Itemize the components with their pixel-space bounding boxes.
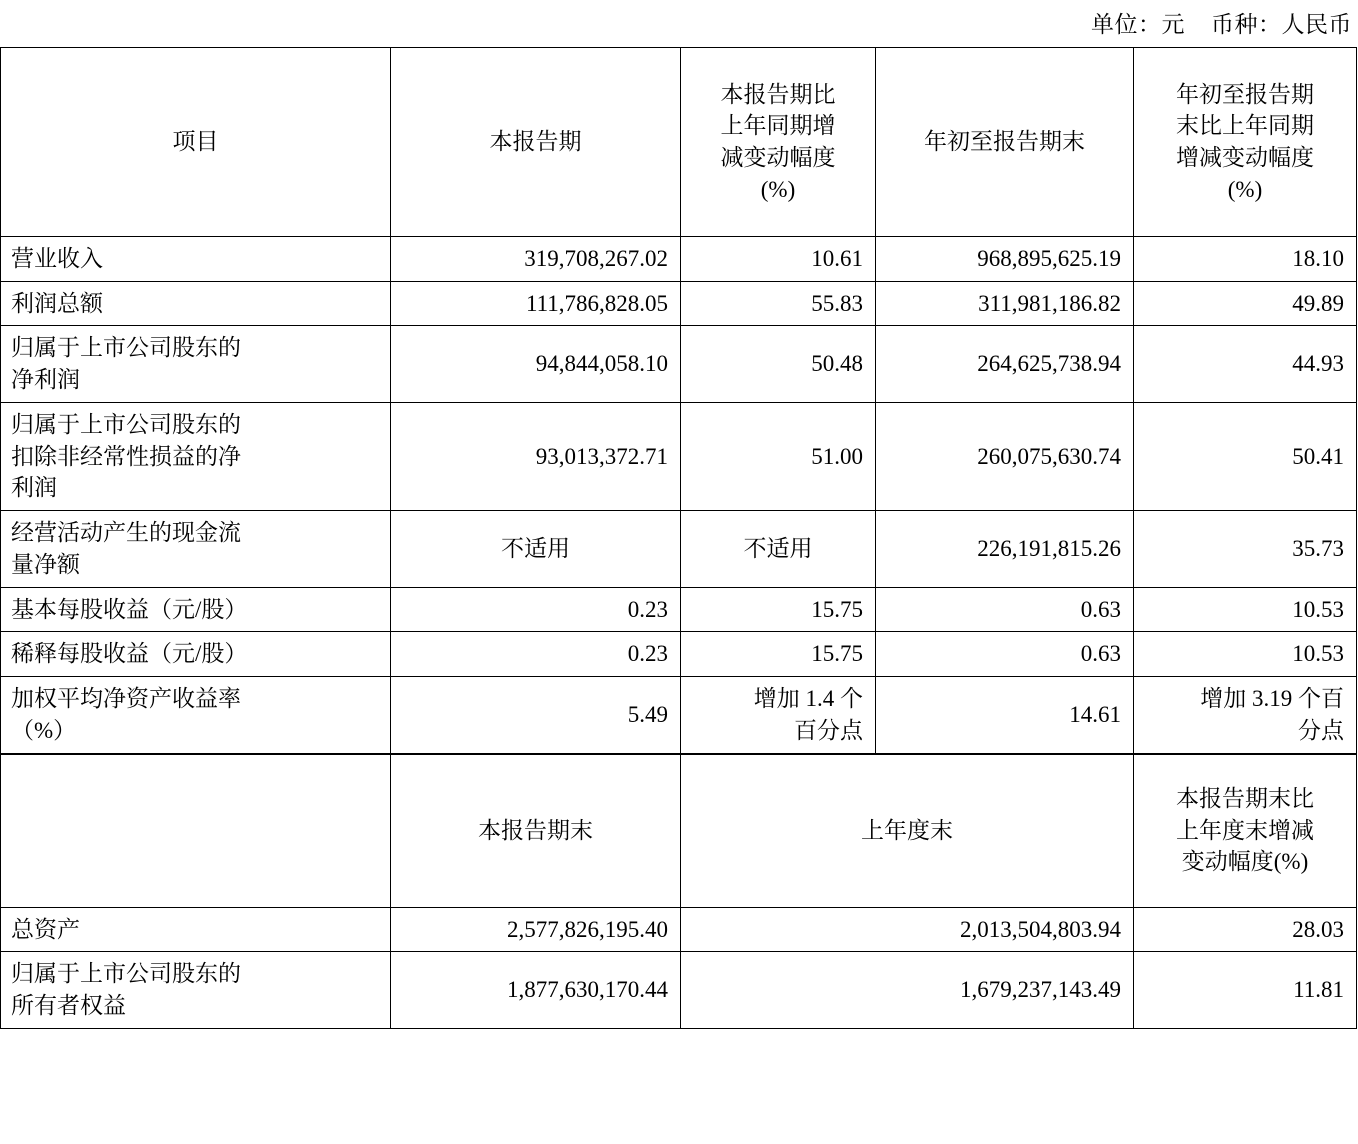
row-label — [1, 511, 391, 587]
row-value-current-change: 51.00 — [681, 402, 876, 510]
table-row — [1, 677, 1357, 753]
table-row — [1, 587, 1357, 632]
row-value-ytd: 264,625,738.94 — [876, 326, 1134, 402]
row-value-ytd-change — [1134, 677, 1357, 753]
col-header-item: 项目 — [1, 48, 391, 237]
row-label — [1, 677, 391, 753]
label-line: 净利润 — [11, 367, 80, 393]
row-value-current: 0.23 — [391, 632, 681, 677]
label-line: 扣除非经常性损益的净 — [11, 443, 241, 469]
row-value-ytd: 260,075,630.74 — [876, 402, 1134, 510]
row-value-current-change: 15.75 — [681, 632, 876, 677]
header-line: 增减变动幅度 — [1176, 145, 1314, 170]
row-value-ytd-change: 44.93 — [1134, 326, 1357, 402]
key-financial-indicators-table — [0, 47, 1357, 754]
table-row — [1, 326, 1357, 402]
header-line: (%) — [760, 176, 796, 202]
row-value-ytd-change: 50.41 — [1134, 402, 1357, 510]
value-line: 增加 3.19 个百 — [1200, 686, 1344, 712]
table-row — [1, 281, 1357, 326]
row-value-prior-year-end: 1,679,237,143.49 — [681, 952, 1134, 1028]
table-row — [1, 402, 1357, 510]
row-label — [1, 326, 391, 402]
label-line: 量净额 — [11, 551, 80, 577]
header-line: 本报告期比 — [720, 81, 836, 107]
col-header-blank — [1, 754, 391, 907]
row-value-current: 93,013,372.71 — [391, 402, 681, 510]
row-label: 营业收入 — [1, 237, 391, 282]
table-row — [1, 632, 1357, 677]
col-header-current-period: 本报告期 — [391, 48, 681, 237]
row-value-current-change — [681, 677, 876, 753]
row-value-current-change: 不适用 — [681, 511, 876, 587]
row-value-ytd-change: 49.89 — [1134, 281, 1357, 326]
row-value-ytd-change: 35.73 — [1134, 511, 1357, 587]
row-value-current-change: 10.61 — [681, 237, 876, 282]
header-line: 上年同期增 — [720, 113, 836, 139]
table-header-row — [1, 754, 1357, 907]
row-value-ytd-change: 18.10 — [1134, 237, 1357, 282]
row-value-current: 5.49 — [391, 677, 681, 753]
row-label — [1, 952, 391, 1028]
row-label: 稀释每股收益（元/股） — [1, 632, 391, 677]
table-row — [1, 237, 1357, 282]
row-label: 总资产 — [1, 907, 391, 952]
unit-label: 单位：元 — [1091, 12, 1185, 37]
header-line: 上年度末增减 — [1176, 817, 1314, 843]
row-value-current-change: 50.48 — [681, 326, 876, 402]
header-line: 本报告期末比 — [1176, 785, 1314, 811]
table-header-row — [1, 48, 1357, 237]
col-header-current-period-change — [681, 48, 876, 237]
col-header-period-end-change — [1134, 754, 1357, 907]
row-label — [1, 402, 391, 510]
row-value-ytd: 968,895,625.19 — [876, 237, 1134, 282]
row-label: 基本每股收益（元/股） — [1, 587, 391, 632]
row-value-prior-year-end: 2,013,504,803.94 — [681, 907, 1134, 952]
value-line: 分点 — [1298, 717, 1344, 743]
label-line: 归属于上市公司股东的 — [11, 961, 241, 987]
label-line: 所有者权益 — [11, 993, 126, 1019]
row-value-current: 不适用 — [391, 511, 681, 587]
currency-label: 币种：人民币 — [1211, 12, 1352, 37]
label-line: 归属于上市公司股东的 — [11, 335, 241, 361]
label-line: 归属于上市公司股东的 — [11, 411, 241, 437]
value-line: 增加 1.4 个 — [753, 686, 863, 712]
col-header-ytd: 年初至报告期末 — [876, 48, 1134, 237]
col-header-period-end: 本报告期末 — [391, 754, 681, 907]
row-label: 利润总额 — [1, 281, 391, 326]
row-value-current: 111,786,828.05 — [391, 281, 681, 326]
row-value-current: 319,708,267.02 — [391, 237, 681, 282]
label-line: 经营活动产生的现金流 — [11, 520, 241, 546]
row-value-period-end: 2,577,826,195.40 — [391, 907, 681, 952]
header-line: 减变动幅度 — [720, 145, 836, 170]
table-row — [1, 511, 1357, 587]
row-value-ytd-change: 10.53 — [1134, 587, 1357, 632]
col-header-ytd-change — [1134, 48, 1357, 237]
header-line: 年初至报告期 — [1176, 81, 1314, 107]
row-value-ytd-change: 10.53 — [1134, 632, 1357, 677]
row-value-ytd: 0.63 — [876, 587, 1134, 632]
header-line: (%) — [1227, 176, 1263, 202]
label-line: 利润 — [11, 475, 57, 501]
header-line: 变动幅度(%) — [1181, 849, 1309, 875]
row-value-current-change: 55.83 — [681, 281, 876, 326]
row-value-ytd: 311,981,186.82 — [876, 281, 1134, 326]
balance-sheet-indicators-table — [0, 754, 1357, 1029]
row-value-current: 0.23 — [391, 587, 681, 632]
col-header-prior-year-end: 上年度末 — [681, 754, 1134, 907]
table-row — [1, 907, 1357, 952]
row-value-ytd: 14.61 — [876, 677, 1134, 753]
label-line: 加权平均净资产收益率 — [11, 686, 241, 712]
value-line: 百分点 — [794, 717, 863, 743]
row-value-ytd: 0.63 — [876, 632, 1134, 677]
row-value-current: 94,844,058.10 — [391, 326, 681, 402]
row-value-ytd: 226,191,815.26 — [876, 511, 1134, 587]
row-value-change: 28.03 — [1134, 907, 1357, 952]
row-value-current-change: 15.75 — [681, 587, 876, 632]
unit-currency-note — [0, 0, 1358, 47]
label-line: （%） — [11, 717, 77, 743]
row-value-change: 11.81 — [1134, 952, 1357, 1028]
table-row — [1, 952, 1357, 1028]
header-line: 末比上年同期 — [1176, 113, 1314, 139]
row-value-period-end: 1,877,630,170.44 — [391, 952, 681, 1028]
